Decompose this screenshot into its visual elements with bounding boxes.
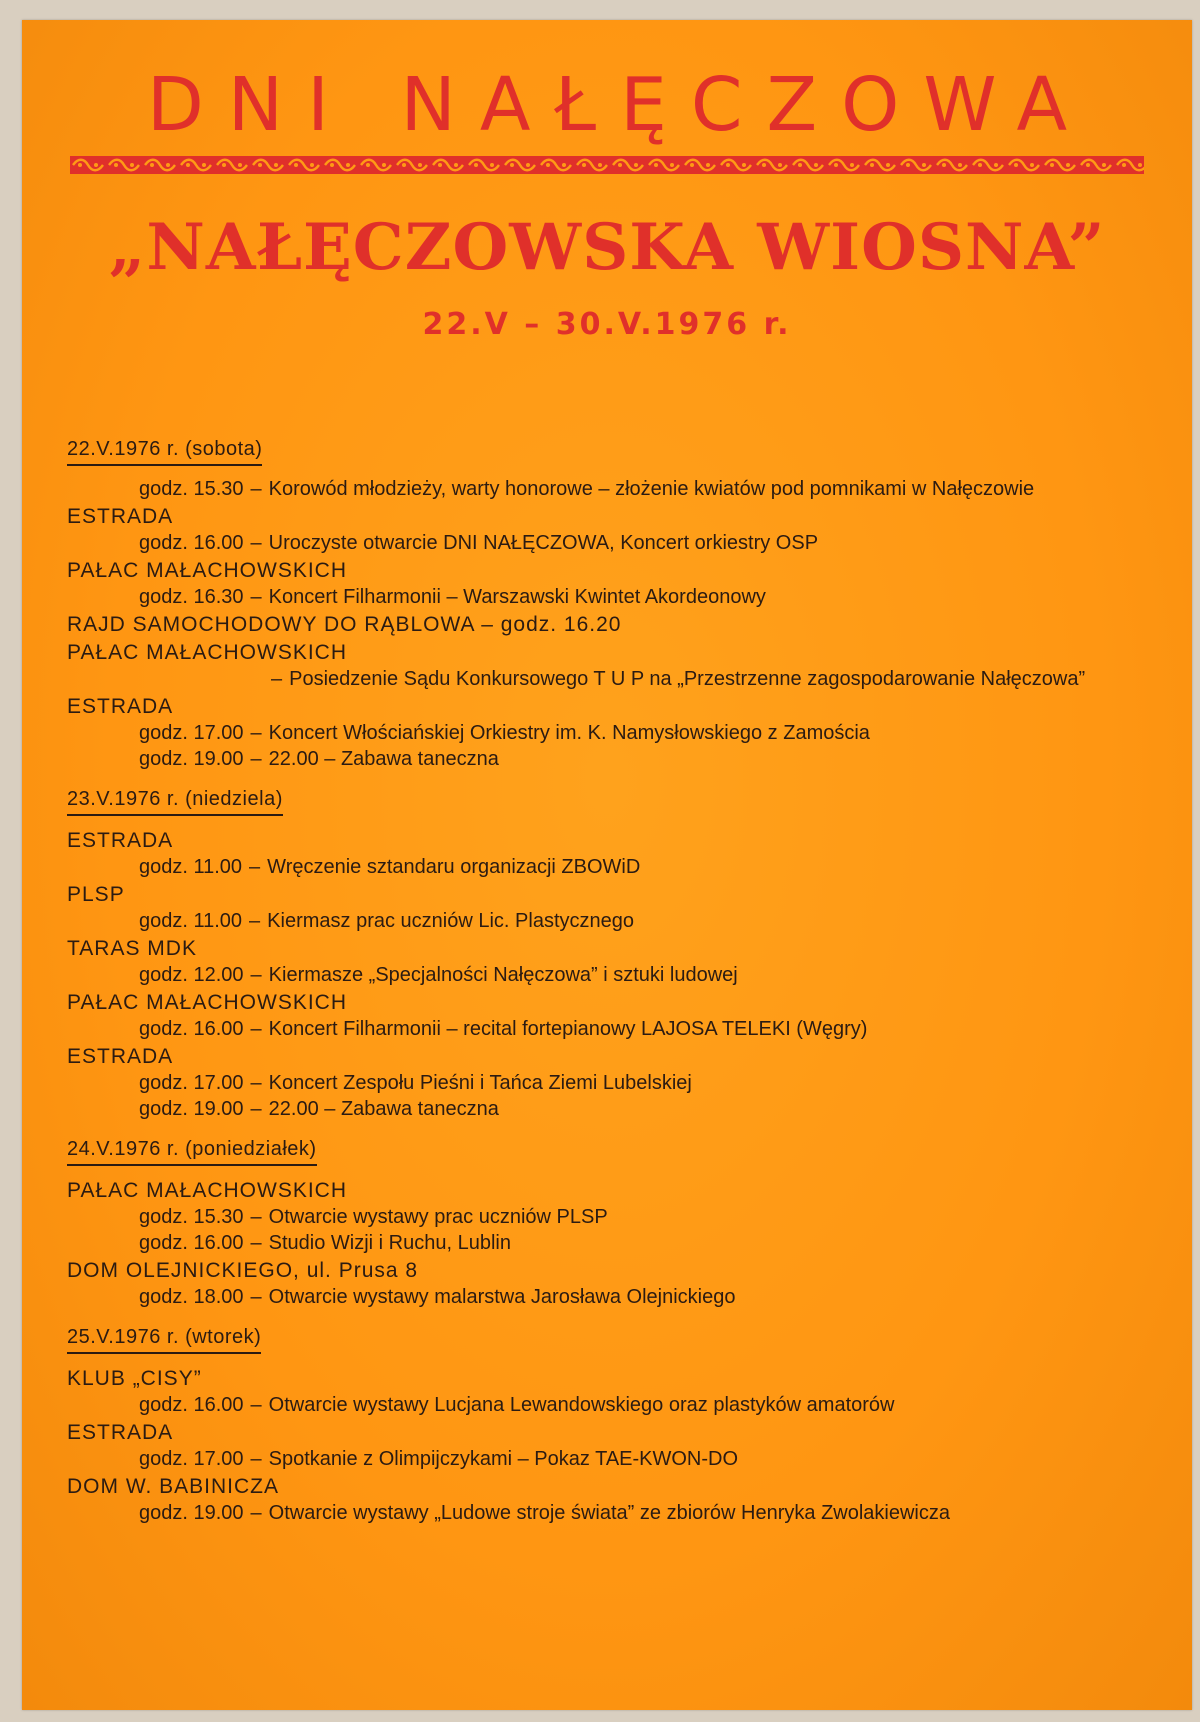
day-heading: 22.V.1976 r. (sobota) (67, 436, 262, 466)
event-dash: – (250, 586, 262, 608)
event-row (139, 746, 1127, 772)
event-row (139, 962, 1127, 988)
venue-name: TARAS MDK (67, 937, 197, 960)
event-time: godz. 19.00 (139, 748, 244, 770)
event-dash: – (250, 1072, 262, 1094)
event-dash: – (250, 1286, 262, 1308)
venue-name: RAJD SAMOCHODOWY DO RĄBLOWA – godz. 16.20 (67, 613, 622, 636)
event-time: godz. 15.30 (139, 1206, 244, 1228)
event-row (139, 1284, 1127, 1310)
event-description: Otwarcie wystawy Lucjana Lewandowskiego oraz plastyków amatorów (268, 1394, 895, 1416)
venue-name: ESTRADA (67, 695, 174, 718)
event-time: godz. 18.00 (139, 1286, 244, 1308)
event-description: Kiermasze „Specjalności Nałęczowa” i sztuki ludowej (268, 964, 738, 986)
event-row (139, 1230, 1127, 1256)
event-description: Koncert Włościańskiej Orkiestry im. K. Namysłowskiego z Zamościa (268, 722, 870, 744)
poster-dates: 22.V – 30.V.1976 r. (422, 307, 792, 342)
event-time: godz. 19.00 (139, 1098, 244, 1120)
day-heading: 23.V.1976 r. (niedziela) (67, 786, 283, 816)
ornament-border (70, 156, 1144, 174)
event-time: godz. 16.00 (139, 1018, 244, 1040)
poster-subtitle: „NAŁĘCZOWSKA WIOSNA” (108, 210, 1106, 285)
event-dash: – (250, 1394, 262, 1416)
venue-name: ESTRADA (67, 1421, 174, 1444)
event-time: godz. 19.00 (139, 1502, 244, 1524)
event-description: 22.00 – Zabawa taneczna (268, 1098, 499, 1120)
event-time: godz. 16.00 (139, 1232, 244, 1254)
event-time: godz. 16.00 (139, 532, 244, 554)
event-dash: – (250, 1206, 262, 1228)
day-section (67, 782, 1127, 1122)
event-row (139, 1446, 1127, 1472)
event-description: Studio Wizji i Ruchu, Lublin (268, 1232, 511, 1254)
event-row (139, 1070, 1127, 1096)
venue-name: PAŁAC MAŁACHOWSKICH (67, 991, 347, 1014)
event-row (139, 1204, 1127, 1230)
event-time: godz. 16.00 (139, 1394, 244, 1416)
event-description: Wręczenie sztandaru organizacji ZBOWiD (267, 856, 641, 878)
venue-name: ESTRADA (67, 1045, 174, 1068)
event-row (139, 1096, 1127, 1122)
event-time: godz. 12.00 (139, 964, 244, 986)
event-row (139, 476, 1127, 502)
event-time: godz. 17.00 (139, 1072, 244, 1094)
event-time: godz. 17.00 (139, 1448, 244, 1470)
event-description: Otwarcie wystawy malarstwa Jarosława Olejnickiego (268, 1286, 736, 1308)
event-dash: – (250, 1232, 262, 1254)
event-dash: – (249, 856, 261, 878)
event-description: Posiedzenie Sądu Konkursowego T U P na „Przestrzenne zagospodarowanie Nałęczowa” (289, 668, 1086, 690)
event-dash: – (250, 478, 262, 500)
venue-name: ESTRADA (67, 829, 174, 852)
event-dash: – (249, 910, 261, 932)
event-time: godz. 11.00 (139, 856, 243, 878)
venue-name: PAŁAC MAŁACHOWSKICH (67, 559, 347, 582)
event-row (139, 1016, 1127, 1042)
event-description: Otwarcie wystawy „Ludowe stroje świata” ze zbiorów Henryka Zwolakiewicza (268, 1502, 950, 1524)
poster-title: DNI NAŁĘCZOWA (146, 62, 1092, 148)
event-row (139, 584, 1127, 610)
event-time: godz. 16.30 (139, 586, 244, 608)
event-description: Koncert Filharmonii – recital fortepianowy LAJOSA TELEKI (Węgry) (268, 1018, 868, 1040)
event-row (139, 854, 1127, 880)
day-heading: 25.V.1976 r. (wtorek) (67, 1324, 261, 1354)
event-row (264, 666, 1127, 692)
day-section (67, 432, 1127, 772)
venue-name: KLUB „CISY” (67, 1367, 202, 1390)
event-row (139, 720, 1127, 746)
poster (22, 20, 1192, 1710)
event-dash: – (250, 964, 262, 986)
event-description: Uroczyste otwarcie DNI NAŁĘCZOWA, Koncert orkiestry OSP (268, 532, 819, 554)
event-description: Otwarcie wystawy prac uczniów PLSP (268, 1206, 608, 1228)
event-description: Korowód młodzieży, warty honorowe – złożenie kwiatów pod pomnikami w Nałęczowie (268, 478, 1035, 500)
event-description: Koncert Filharmonii – Warszawski Kwintet Akordeonowy (268, 586, 766, 608)
event-dash: – (250, 1448, 262, 1470)
event-row (139, 1500, 1127, 1526)
event-description: Kiermasz prac uczniów Lic. Plastycznego (267, 910, 634, 932)
event-description: Spotkanie z Olimpijczykami – Pokaz TAE-KWON-DO (268, 1448, 739, 1470)
event-dash: – (250, 532, 262, 554)
event-dash: – (271, 668, 283, 690)
event-dash: – (250, 1098, 262, 1120)
venue-name: PAŁAC MAŁACHOWSKICH (67, 641, 347, 664)
event-dash: – (250, 748, 262, 770)
event-row (139, 530, 1127, 556)
event-row (139, 908, 1127, 934)
venue-name: DOM W. BABINICZA (67, 1475, 280, 1498)
event-description: 22.00 – Zabawa taneczna (268, 748, 499, 770)
event-time: godz. 11.00 (139, 910, 243, 932)
venue-name: DOM OLEJNICKIEGO, ul. Prusa 8 (67, 1259, 419, 1282)
event-row (139, 1392, 1127, 1418)
event-time: godz. 15.30 (139, 478, 244, 500)
day-heading: 24.V.1976 r. (poniedziałek) (67, 1136, 317, 1166)
event-dash: – (250, 1502, 262, 1524)
day-section (67, 1132, 1127, 1310)
event-dash: – (250, 722, 262, 744)
day-section (67, 1320, 1127, 1526)
event-dash: – (250, 1018, 262, 1040)
venue-name: ESTRADA (67, 505, 174, 528)
venue-name: PAŁAC MAŁACHOWSKICH (67, 1179, 347, 1202)
event-description: Koncert Zespołu Pieśni i Tańca Ziemi Lubelskiej (268, 1072, 692, 1094)
program (67, 432, 1127, 1536)
venue-name: PLSP (67, 883, 125, 906)
event-time: godz. 17.00 (139, 722, 244, 744)
